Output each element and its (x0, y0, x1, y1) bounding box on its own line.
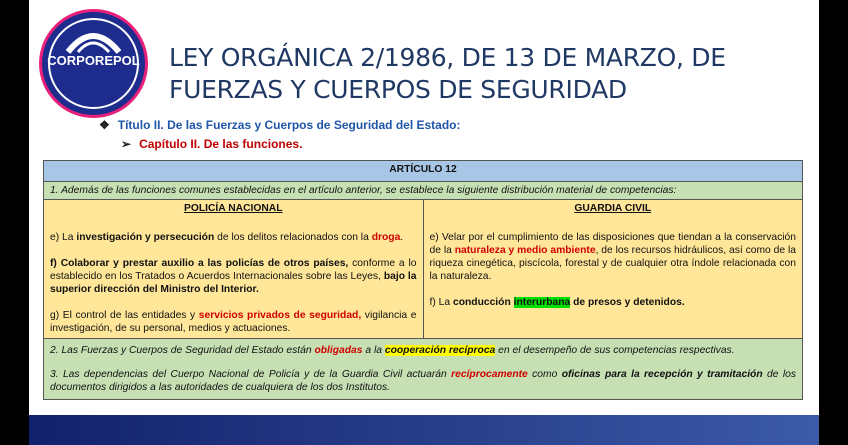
title-line-2: FUERZAS Y CUERPOS DE SEGURIDAD (169, 75, 627, 104)
slide (29, 0, 819, 445)
guardia-civil-heading: GUARDIA CIVIL (574, 203, 652, 214)
arrow-bullet-icon: ➢ (121, 137, 132, 151)
text: vigilancia e investigación, de su personal, medios y actuaciones. (50, 310, 417, 334)
row-1-text: 1. Además de las funciones comunes establecidas en el artículo anterior, se establece la siguiente distribución material de competencias: (44, 182, 803, 200)
articulo-table (43, 160, 803, 400)
text: e) La (50, 232, 77, 243)
text-bold: conducción (452, 297, 514, 308)
text-bold: f) Colaborar y prestar auxilio a las policías de otros países, (50, 258, 349, 269)
policia-g-para (50, 309, 417, 335)
footer-bar (29, 415, 819, 445)
policia-nacional-cell (44, 200, 424, 339)
page-title (169, 42, 809, 106)
text-red: naturaleza y medio ambiente (454, 245, 596, 256)
text: 3. Las dependencias del Cuerpo Nacional de Policía y de la Guardia Civil actuarán (50, 369, 452, 380)
logo-crown-icon (64, 26, 123, 54)
text-bold: oficinas para la recepción y tramitación (561, 369, 763, 380)
capitulo-text: Capítulo II. De las funciones. (139, 137, 303, 151)
text: g) El control de las entidades y (50, 310, 199, 321)
text: de los documentos dirigidos a las autoridades de cualquiera de los dos Institutos. (50, 369, 796, 393)
text-red: recíprocamente (451, 369, 528, 380)
row-2-text (50, 344, 796, 357)
text: de los delitos relacionados con la (214, 232, 372, 243)
text: , de los recursos hidráulicos, así como de la riqueza cinegética, piscícola, forestal y de cualquier otra índole relacionada con la naturaleza. (429, 245, 796, 282)
text: f) La (429, 297, 453, 308)
policia-f-para (50, 257, 417, 296)
guardia-f-para (430, 296, 797, 309)
title-line-1: LEY ORGÁNICA 2/1986, DE 13 DE MARZO, DE (169, 43, 726, 72)
guardia-e-para (430, 231, 797, 283)
text-highlight: interurbana (513, 297, 571, 308)
titulo-text: Título II. De las Fuerzas y Cuerpos de Seguridad del Estado: (117, 118, 461, 132)
rows-2-3-cell (44, 339, 803, 400)
text: . (400, 232, 404, 243)
logo-text: CORPOREPOL (47, 53, 140, 68)
policia-e-para (50, 231, 417, 244)
corporepol-logo (42, 12, 145, 115)
text-red: obligadas (314, 345, 363, 356)
bullet-titulo (99, 118, 461, 132)
text-bold: investigación y persecución (76, 232, 215, 243)
text: conforme a lo establecido en los Tratados o Acuerdos Internacionales sobre las Leyes, (50, 258, 417, 282)
diamond-bullet-icon: ❖ (99, 118, 110, 132)
table-header: ARTÍCULO 12 (44, 161, 803, 182)
text-red: droga (371, 232, 401, 243)
text-bold: bajo la superior dirección del Ministro del Interior. (50, 271, 417, 295)
text-bold: de presos y detenidos. (570, 297, 685, 308)
text: e) Velar por el cumplimiento de las disposiciones que tiendan a la conservación de la (429, 232, 796, 256)
text: 2. Las Fuerzas y Cuerpos de Seguridad del Estado están (50, 345, 315, 356)
text: como (527, 369, 562, 380)
text: a la (362, 345, 385, 356)
text: en el desempeño de sus competencias respectivas. (495, 345, 735, 356)
text-red: servicios privados de seguridad, (198, 310, 362, 321)
guardia-civil-cell (423, 200, 803, 339)
bullet-capitulo (121, 137, 302, 151)
text-highlight: cooperación recíproca (384, 345, 496, 356)
row-3-text (50, 368, 796, 394)
policia-nacional-heading: POLICÍA NACIONAL (183, 203, 283, 214)
